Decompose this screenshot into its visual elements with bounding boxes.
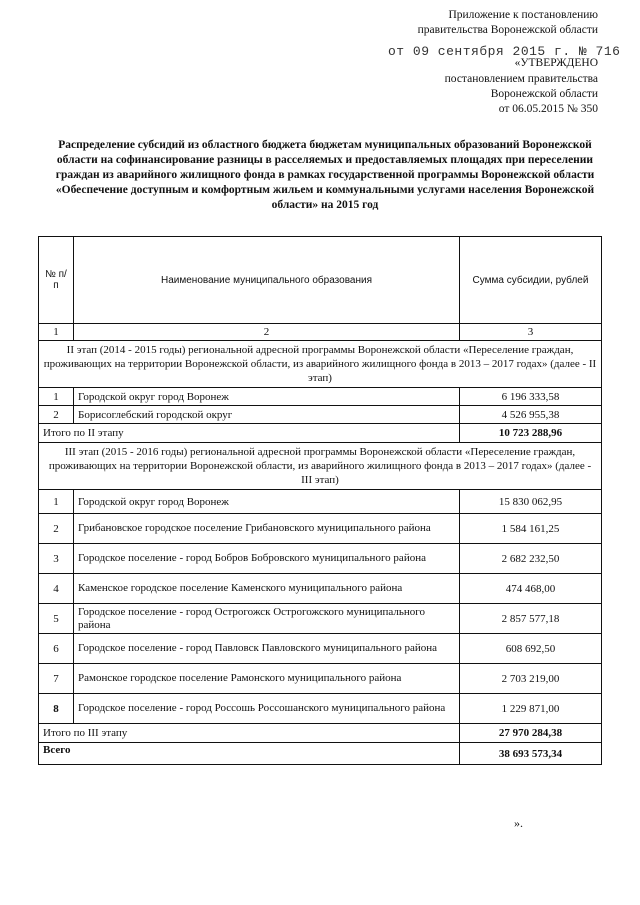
annex-line-1: Приложение к постановлению [448,9,598,21]
grand-total-sum: 38 693 573,34 [460,743,602,765]
column-index-row [39,324,602,341]
stage-3-heading: III этап (2015 - 2016 годы) региональной адресной программы Воронежской области «Переселение граждан, проживающих на территории Воронежской области, из аварийного жилищного фонда в 2013 – 2017 годах» (далее - III этап) [39,443,602,490]
row-number: 1 [39,388,74,406]
grand-total-row [39,743,602,765]
row-sum: 2 703 219,00 [460,664,602,694]
row-name: Городской округ город Воронеж [74,490,460,514]
approved-mark: «УТВЕРЖДЕНО [514,57,598,69]
row-number: 5 [39,604,74,634]
annex-header [418,8,598,38]
row-number: 7 [39,664,74,694]
table-row [39,694,602,724]
row-sum: 6 196 333,58 [460,388,602,406]
approved-line-2: Воронежской области [490,88,598,100]
table-row [39,664,602,694]
stage-2-heading: II этап (2014 - 2015 годы) региональной адресной программы Воронежской области «Переселение граждан, проживающих на территории Воронежской области, из аварийного жилищного фонда в 2013 – 2017 годах» (далее - II этап) [39,341,602,388]
column-index: 2 [74,324,460,341]
stage-3-total-row [39,724,602,743]
approved-line-3: от 06.05.2015 № 350 [498,103,598,115]
annex-line-2: правительства Воронежской области [417,24,598,36]
table-row [39,604,602,634]
header-number: № п/п [39,237,74,324]
row-sum: 1 584 161,25 [460,514,602,544]
subsidy-table [38,236,602,765]
table-row [39,574,602,604]
grand-total-label: Всего [39,743,460,765]
row-sum: 608 692,50 [460,634,602,664]
row-name: Городской округ город Воронеж [74,388,460,406]
row-number: 1 [39,490,74,514]
closing-quote: ». [514,816,523,830]
row-number: 4 [39,574,74,604]
row-name: Городское поселение - город Острогожск Острогожского муниципального района [74,604,460,634]
table-header-row [39,237,602,324]
approved-block [445,72,598,117]
table-row [39,544,602,574]
stage-2-total-row [39,424,602,443]
row-number: 3 [39,544,74,574]
row-number: 2 [39,406,74,424]
stage-3-total-label: Итого по III этапу [39,724,460,743]
stage-2-total-sum: 10 723 288,96 [460,424,602,443]
row-name: Рамонское городское поселение Рамонского муниципального района [74,664,460,694]
row-name: Каменское городское поселение Каменского муниципального района [74,574,460,604]
row-name: Городское поселение - город Россошь Россошанского муниципального района [74,694,460,724]
row-sum: 4 526 955,38 [460,406,602,424]
table-row [39,634,602,664]
column-index: 3 [460,324,602,341]
row-sum: 2 682 232,50 [460,544,602,574]
row-name: Городское поселение - город Павловск Павловского муниципального района [74,634,460,664]
row-sum: 2 857 577,18 [460,604,602,634]
row-sum: 1 229 871,00 [460,694,602,724]
approved-line-1: постановлением правительства [444,73,598,85]
table-row [39,514,602,544]
document-title: Распределение субсидий из областного бюджета бюджетам муниципальных образований Воронежской области на софинансирование разницы в расселяемых и предоставляемых площадях при переселении граждан из аварийного жилищного фонда в рамках государственной программы Воронежской области «Обеспечение доступным и комфортным жильем и коммунальными услугами населения Воронежской области» на 2015 год [55,139,595,211]
row-number: 6 [39,634,74,664]
row-name: Городское поселение - город Бобров Бобровского муниципального района [74,544,460,574]
table-row [39,388,602,406]
row-number: 8 [39,694,74,724]
stage-3-total-sum: 27 970 284,38 [460,724,602,743]
column-index: 1 [39,324,74,341]
table-row [39,406,602,424]
table-row [39,490,602,514]
header-sum: Сумма субсидии, рублей [460,237,602,324]
row-name: Борисоглебский городской округ [74,406,460,424]
row-number: 2 [39,514,74,544]
header-name: Наименование муниципального образования [74,237,460,324]
stage-2-total-label: Итого по II этапу [39,424,460,443]
decree-date-stamp: от 09 сентября 2015 г. № 716 [388,44,621,59]
row-sum: 15 830 062,95 [460,490,602,514]
stage-3-heading-row [39,443,602,490]
stage-2-heading-row [39,341,602,388]
row-sum: 474 468,00 [460,574,602,604]
row-name: Грибановское городское поселение Грибановского муниципального района [74,514,460,544]
